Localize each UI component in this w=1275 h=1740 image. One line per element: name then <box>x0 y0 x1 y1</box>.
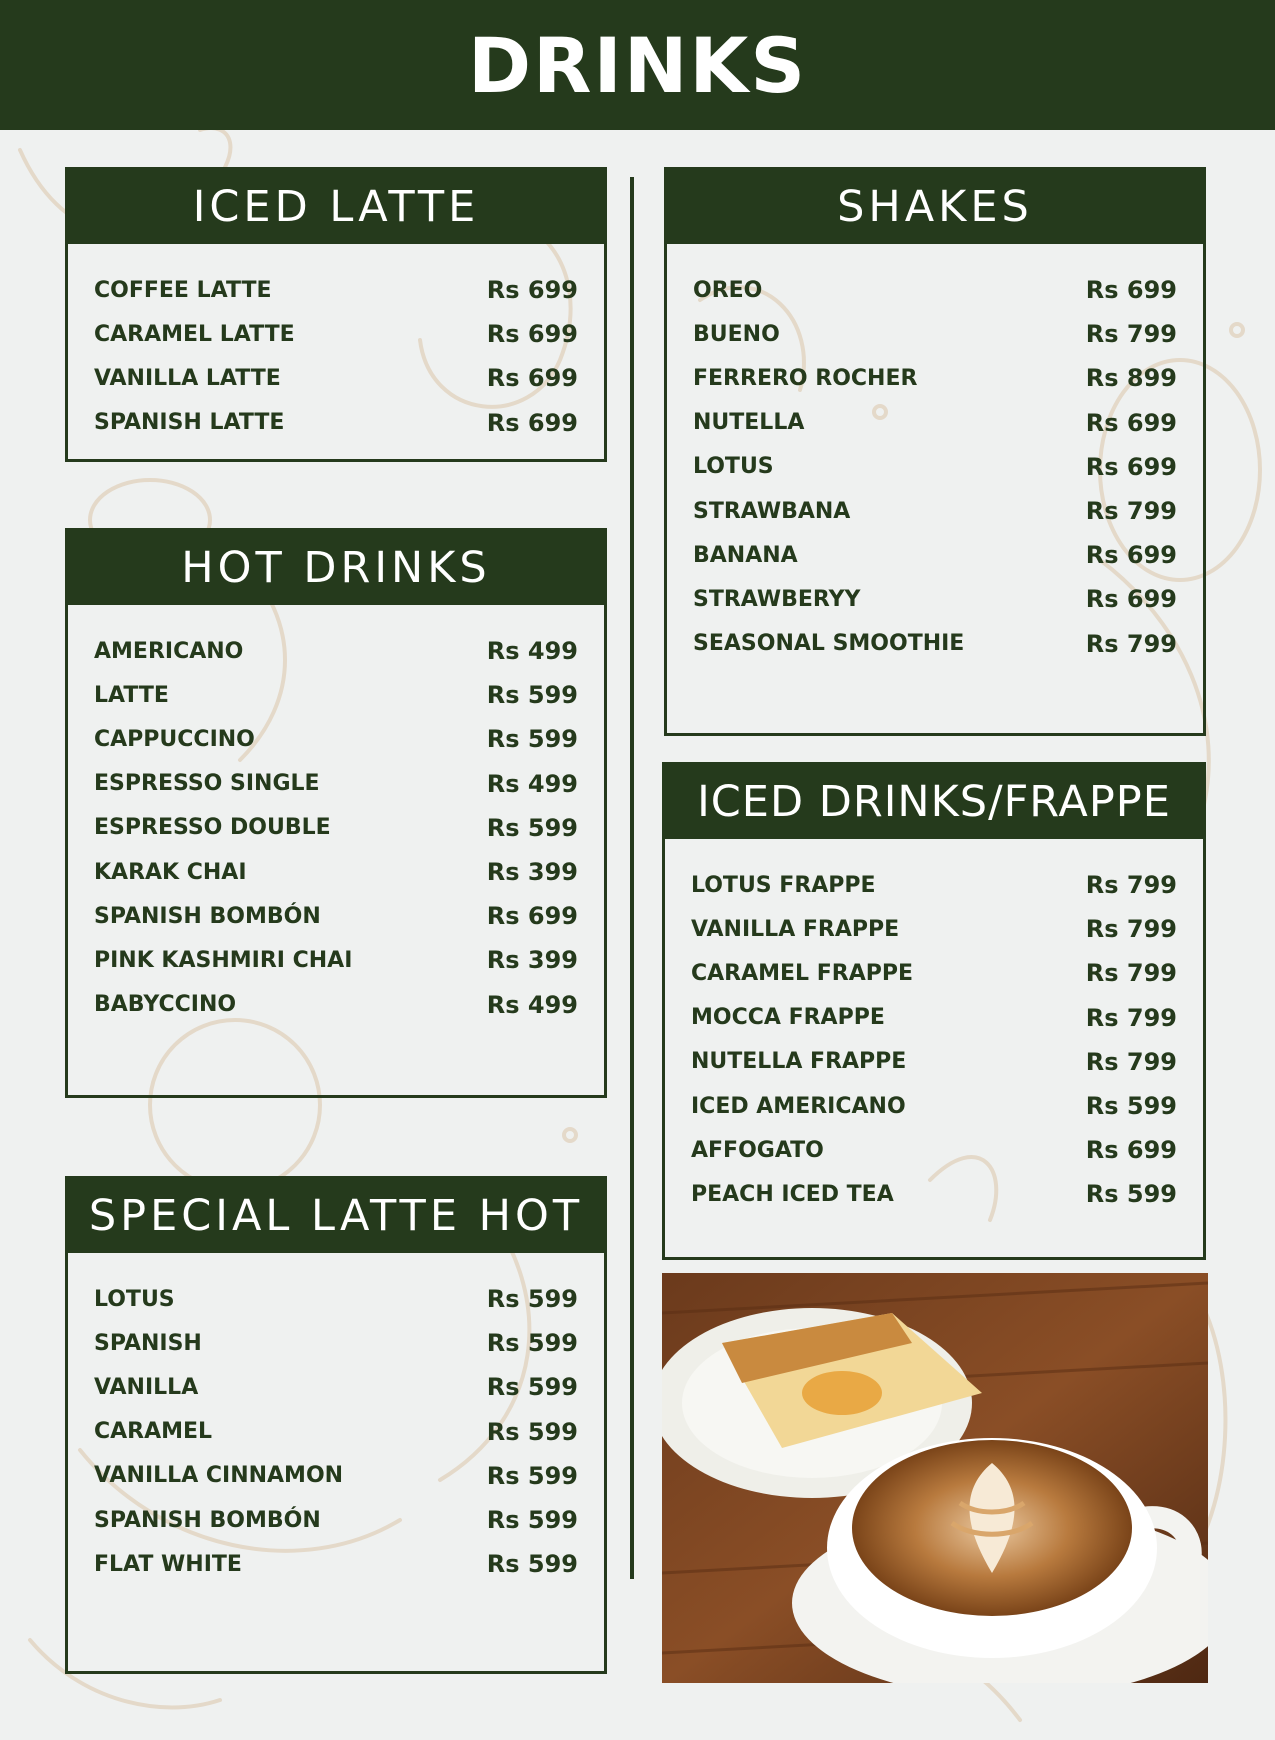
item-price: Rs 599 <box>486 813 578 842</box>
item-name: SPANISH BOMBÓN <box>94 903 321 929</box>
item-price: Rs 699 <box>1085 1136 1177 1165</box>
item-price: Rs 799 <box>1085 320 1177 349</box>
item-price: Rs 799 <box>1085 871 1177 900</box>
item-price: Rs 599 <box>486 1329 578 1358</box>
item-name: ESPRESSO DOUBLE <box>94 815 331 841</box>
item-price: Rs 899 <box>1085 364 1177 393</box>
item-name: CARAMEL FRAPPE <box>691 960 914 986</box>
item-name: BABYCCINO <box>94 992 237 1018</box>
section-iced-drinks-frappe <box>662 762 1206 1260</box>
menu-item <box>693 401 1177 445</box>
item-price: Rs 599 <box>486 725 578 754</box>
menu-item <box>693 268 1177 312</box>
item-price: Rs 799 <box>1085 629 1177 658</box>
item-name: AFFOGATO <box>691 1137 824 1163</box>
menu-item <box>691 1040 1177 1084</box>
menu-list <box>68 244 604 445</box>
section-hot-drinks <box>65 528 607 1098</box>
item-name: VANILLA <box>94 1374 199 1400</box>
item-name: SEASONAL SMOOTHIE <box>693 631 965 657</box>
menu-item <box>94 1321 578 1365</box>
item-price: Rs 799 <box>1085 1003 1177 1032</box>
menu-list <box>68 605 604 1027</box>
item-price: Rs 699 <box>1085 276 1177 305</box>
item-price: Rs 499 <box>486 637 578 666</box>
item-price: Rs 499 <box>486 769 578 798</box>
item-name: VANILLA CINNAMON <box>94 1463 344 1489</box>
item-name: LOTUS <box>94 1286 175 1312</box>
menu-item <box>693 489 1177 533</box>
item-name: SPANISH LATTE <box>94 410 285 436</box>
menu-item <box>94 1410 578 1454</box>
menu-item <box>94 1498 578 1542</box>
item-name: SPANISH BOMBÓN <box>94 1507 321 1533</box>
menu-item <box>94 983 578 1027</box>
item-price: Rs 699 <box>1085 541 1177 570</box>
item-price: Rs 599 <box>486 1506 578 1535</box>
menu-item <box>94 356 578 400</box>
menu-item <box>94 850 578 894</box>
item-name: VANILLA FRAPPE <box>691 916 900 942</box>
item-name: BANANA <box>693 542 798 568</box>
item-name: SPANISH <box>94 1330 202 1356</box>
item-name: STRAWBERYY <box>693 586 861 612</box>
item-price: Rs 699 <box>1085 585 1177 614</box>
menu-item <box>691 1128 1177 1172</box>
item-name: LATTE <box>94 682 169 708</box>
item-name: NUTELLA <box>693 410 805 436</box>
menu-item <box>94 673 578 717</box>
column-divider <box>630 177 634 1579</box>
item-name: PEACH ICED TEA <box>691 1181 894 1207</box>
menu-item <box>691 996 1177 1040</box>
menu-item <box>94 401 578 445</box>
item-price: Rs 499 <box>486 990 578 1019</box>
menu-list <box>665 839 1203 1217</box>
menu-item <box>693 622 1177 666</box>
menu-item <box>94 1277 578 1321</box>
item-name: LOTUS <box>693 454 774 480</box>
menu-item <box>94 629 578 673</box>
page-header <box>0 0 1275 130</box>
item-price: Rs 699 <box>486 364 578 393</box>
menu-item <box>94 762 578 806</box>
item-price: Rs 599 <box>486 1550 578 1579</box>
menu-item <box>691 907 1177 951</box>
item-name: ICED AMERICANO <box>691 1093 906 1119</box>
item-price: Rs 799 <box>1085 1047 1177 1076</box>
item-name: STRAWBANA <box>693 498 851 524</box>
item-price: Rs 699 <box>486 276 578 305</box>
item-name: AMERICANO <box>94 638 244 664</box>
item-name: BUENO <box>693 321 780 347</box>
item-name: ESPRESSO SINGLE <box>94 771 320 797</box>
item-name: CARAMEL <box>94 1419 213 1445</box>
menu-item <box>693 312 1177 356</box>
menu-item <box>94 1365 578 1409</box>
coffee-cake-photo <box>662 1273 1208 1683</box>
item-price: Rs 599 <box>486 1373 578 1402</box>
item-price: Rs 799 <box>1085 959 1177 988</box>
section-title: SPECIAL LATTE HOT <box>68 1179 604 1253</box>
menu-item <box>94 268 578 312</box>
menu-item <box>691 1172 1177 1216</box>
item-name: NUTELLA FRAPPE <box>691 1049 907 1075</box>
menu-item <box>691 863 1177 907</box>
menu-item <box>94 1542 578 1586</box>
section-title: SHAKES <box>667 170 1203 244</box>
page-title: DRINKS <box>467 20 808 110</box>
section-title: ICED LATTE <box>68 170 604 244</box>
section-iced-latte <box>65 167 607 462</box>
item-price: Rs 699 <box>1085 452 1177 481</box>
menu-item <box>693 533 1177 577</box>
item-name: LOTUS FRAPPE <box>691 872 876 898</box>
section-title: HOT DRINKS <box>68 531 604 605</box>
item-price: Rs 599 <box>486 1461 578 1490</box>
item-price: Rs 699 <box>486 902 578 931</box>
item-price: Rs 399 <box>486 858 578 887</box>
menu-item <box>693 445 1177 489</box>
item-price: Rs 599 <box>1085 1092 1177 1121</box>
item-name: COFFEE LATTE <box>94 277 272 303</box>
item-price: Rs 699 <box>486 408 578 437</box>
item-price: Rs 599 <box>486 1285 578 1314</box>
menu-item <box>94 1454 578 1498</box>
item-name: FERRERO ROCHER <box>693 365 918 391</box>
menu-item <box>691 951 1177 995</box>
item-name: CAPPUCCINO <box>94 726 255 752</box>
item-name: KARAK CHAI <box>94 859 247 885</box>
menu-item <box>693 577 1177 621</box>
item-name: VANILLA LATTE <box>94 365 281 391</box>
menu-item <box>94 806 578 850</box>
menu-item <box>94 894 578 938</box>
item-name: MOCCA FRAPPE <box>691 1005 885 1031</box>
item-price: Rs 599 <box>1085 1180 1177 1209</box>
item-price: Rs 699 <box>486 320 578 349</box>
menu-item <box>94 312 578 356</box>
item-name: CARAMEL LATTE <box>94 321 295 347</box>
menu-item <box>94 938 578 982</box>
section-title: ICED DRINKS/FRAPPE <box>665 765 1203 839</box>
item-price: Rs 399 <box>486 946 578 975</box>
menu-list <box>667 244 1203 666</box>
item-price: Rs 599 <box>486 681 578 710</box>
menu-item <box>94 717 578 761</box>
menu-item <box>691 1084 1177 1128</box>
menu-list <box>68 1253 604 1586</box>
section-shakes <box>664 167 1206 736</box>
item-price: Rs 799 <box>1085 497 1177 526</box>
menu-item <box>693 356 1177 400</box>
section-special-latte-hot <box>65 1176 607 1674</box>
item-name: PINK KASHMIRI CHAI <box>94 947 353 973</box>
item-price: Rs 599 <box>486 1417 578 1446</box>
item-price: Rs 699 <box>1085 408 1177 437</box>
item-price: Rs 799 <box>1085 915 1177 944</box>
item-name: OREO <box>693 277 763 303</box>
item-name: FLAT WHITE <box>94 1551 242 1577</box>
